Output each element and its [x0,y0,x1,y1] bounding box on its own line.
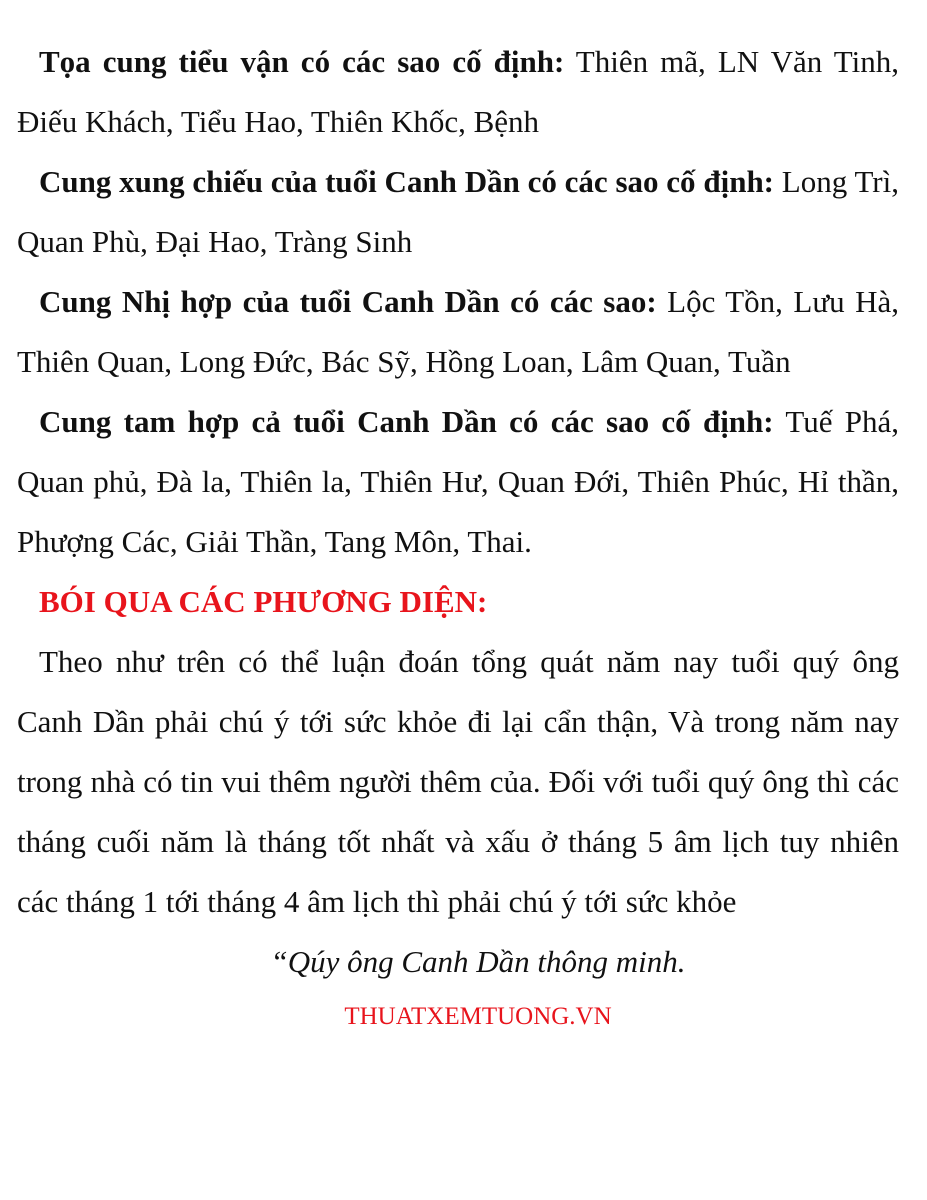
paragraph-label: Tọa cung tiểu vận có các sao cố định: [39,44,565,79]
body-paragraph: Theo như trên có thể luận đoán tổng quát năm nay tuổi quý ông Canh Dần phải chú ý tới sức khỏe đi lại cẩn thận, Và trong năm nay trong nhà có tin vui thêm người thêm của. Đối với tuổi quý ông thì các tháng cuối năm là tháng tốt nhất và xấu ở tháng 5 âm lịch tuy nhiên các tháng 1 tới tháng 4 âm lịch thì phải chú ý tới sức khỏe [17,644,899,919]
paragraph-label: Cung tam hợp cả tuổi Canh Dần có các sao cố định: [39,404,774,439]
opposite-palace-paragraph [17,152,899,272]
paragraph-label: Cung Nhị hợp của tuổi Canh Dần có các sao: [39,284,657,319]
paragraph-text: Thiên mã, LN Văn Tinh, Điếu Khách, Tiểu Hao, Thiên Khốc, Bệnh [17,44,899,139]
paragraph-text: Lộc Tồn, Lưu Hà, Thiên Quan, Long Đức, Bác Sỹ, Hồng Loan, Lâm Quan, Tuần [17,284,899,379]
quote-line: “Qúy ông Canh Dần thông minh. [270,944,686,979]
triple-harmony-paragraph [17,392,899,572]
second-harmony-paragraph [17,272,899,392]
website-watermark: THUATXEMTUONG.VN [344,1003,612,1030]
paragraph-text: Long Trì, Quan Phù, Đại Hao, Tràng Sinh [17,164,899,259]
fixed-stars-paragraph [17,32,899,152]
paragraph-text: Tuế Phá, Quan phủ, Đà la, Thiên la, Thiên Hư, Quan Đới, Thiên Phúc, Hỉ thần, Phượng Các, Giải Thần, Tang Môn, Thai. [17,404,899,559]
document-page [17,32,899,1042]
paragraph-label: Cung xung chiếu của tuổi Canh Dần có các sao cố định: [39,164,775,199]
section-heading: BÓI QUA CÁC PHƯƠNG DIỆN: [39,584,488,619]
